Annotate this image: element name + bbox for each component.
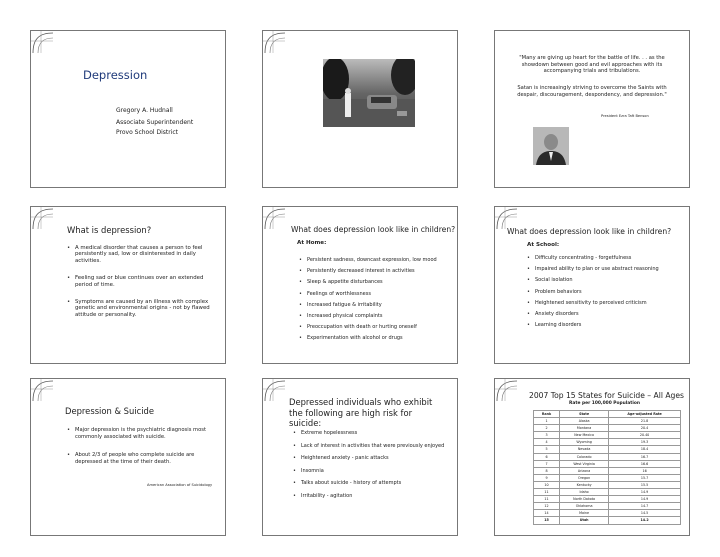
cell-rank: 7: [534, 460, 560, 467]
slide-3: [494, 30, 690, 188]
cell-rate: 15.7: [609, 474, 681, 481]
list-item: • Talks about suicide - history of attempts: [293, 477, 457, 490]
column-header-rank: Rank: [534, 411, 560, 418]
cell-rank: 1: [534, 418, 560, 425]
cell-state: Utah: [560, 517, 609, 524]
column-header-state: State: [560, 411, 609, 418]
corner-curl-icon: [262, 378, 285, 401]
table-row: [534, 496, 681, 503]
cell-rank: 12: [534, 503, 560, 510]
corner-curl-icon: [494, 378, 517, 401]
list-item: • Problem behaviors: [527, 287, 687, 298]
cell-state: Alaska: [560, 418, 609, 425]
cell-state: West Virginia: [560, 460, 609, 467]
cell-state: North Dakota: [560, 496, 609, 503]
slide-9-subtitle: Rate per 100,000 Population: [569, 401, 641, 406]
cell-rank: 11: [534, 496, 560, 503]
cell-rate: 18.4: [609, 446, 681, 453]
cell-state: Maine: [560, 510, 609, 517]
cell-rate: 19.3: [609, 439, 681, 446]
table-row: [534, 517, 681, 524]
slide-5: [262, 206, 458, 364]
slide-2: [262, 30, 458, 188]
table-row: [534, 481, 681, 488]
slide-7: [30, 378, 226, 536]
list-item: • Sleep & appetite disturbances: [299, 277, 457, 288]
corner-curl-icon: [494, 206, 517, 229]
cell-state: Nevada: [560, 446, 609, 453]
cell-rate: 14.9: [609, 496, 681, 503]
list-item: • Difficulty concentrating - forgetfulness: [527, 253, 687, 264]
slide-8: [262, 378, 458, 536]
table-header-row: [534, 411, 681, 418]
slide-4: [30, 206, 226, 364]
slide-4-bullets: [67, 245, 217, 318]
table-row: [534, 510, 681, 517]
slide-8-bullets: [293, 427, 457, 502]
slide-5-bullets: [299, 255, 457, 345]
cell-rate: 16.6: [609, 460, 681, 467]
table-row: [534, 467, 681, 474]
cell-rate: 14.5: [609, 510, 681, 517]
cell-rank: 6: [534, 453, 560, 460]
slide-6-bullets: [527, 253, 687, 331]
table-row: [534, 474, 681, 481]
list-item: • Major depression is the psychiatric diagnosis most commonly associated with suicide.: [67, 427, 217, 442]
cell-rank: 3: [534, 432, 560, 439]
cell-rank: 4: [534, 439, 560, 446]
corner-curl-icon: [262, 30, 285, 53]
cell-rank: 9: [534, 474, 560, 481]
cell-rate: 16: [609, 467, 681, 474]
cell-rate: 20.40: [609, 432, 681, 439]
corner-curl-icon: [30, 30, 53, 53]
child-parking-lot-photo: [323, 59, 415, 127]
slide-1-title: Depression: [83, 68, 148, 82]
list-item: • Insomnia: [293, 465, 457, 478]
slide-6-title: What does depression look like in children?: [507, 227, 672, 236]
cell-rank: 14: [534, 510, 560, 517]
cell-state: Arizona: [560, 467, 609, 474]
slide-6: [494, 206, 690, 364]
table-row: [534, 489, 681, 496]
slide-9-title: 2007 Top 15 States for Suicide – All Ages: [529, 391, 684, 400]
cell-rank: 11: [534, 489, 560, 496]
author-org: Provo School District: [116, 129, 179, 136]
cell-rank: 8: [534, 467, 560, 474]
cell-state: Kentucky: [560, 481, 609, 488]
cell-state: New Mexico: [560, 432, 609, 439]
cell-rank: 10: [534, 481, 560, 488]
list-item: • Increased physical complaints: [299, 311, 457, 322]
table-body: [534, 418, 681, 524]
list-item: • Preoccupation with death or hurting oneself: [299, 322, 457, 333]
author-name: Gregory A. Hudnall: [116, 107, 173, 114]
table-row: [534, 439, 681, 446]
cell-state: Montana: [560, 425, 609, 432]
slide-7-bullets: [67, 427, 217, 467]
list-item: • About 2/3 of people who complete suicide are depressed at the time of their death.: [67, 452, 217, 467]
suicide-rate-table: [533, 410, 681, 525]
list-item: • Social isolation: [527, 275, 687, 286]
cell-state: Idaho: [560, 489, 609, 496]
cell-state: Colorado: [560, 453, 609, 460]
cell-rate: 16.7: [609, 453, 681, 460]
slide-8-title: Depressed individuals who exhibit the following are high risk for suicide:: [289, 397, 433, 429]
author-role: Associate Superintendent: [116, 119, 194, 126]
table-row: [534, 460, 681, 467]
slide-5-title: What does depression look like in children?: [291, 225, 456, 234]
quote-part-1: "Many are giving up heart for the battle of life. . . as the showdown between good and evil approaches with its accompanying trials and tribulations.: [519, 55, 665, 75]
corner-curl-icon: [262, 206, 285, 229]
slide-5-subtitle: At Home:: [297, 240, 327, 246]
slide-1: [30, 30, 226, 188]
table-row: [534, 425, 681, 432]
list-item: • A medical disorder that causes a person to feel persistently sad, low or disinterested in daily activities.: [67, 245, 217, 264]
cell-rank: 5: [534, 446, 560, 453]
list-item: • Symptoms are caused by an illness with complex genetic and environmental origins - not by flawed attitude or personality.: [67, 299, 217, 318]
cell-rate: 20.4: [609, 425, 681, 432]
portrait-photo: [533, 127, 569, 165]
cell-state: Wyoming: [560, 439, 609, 446]
list-item: • Feelings of worthlessness: [299, 289, 457, 300]
table-row: [534, 418, 681, 425]
list-item: • Extreme hopelessness: [293, 427, 457, 440]
list-item: • Feeling sad or blue continues over an extended period of time.: [67, 275, 217, 288]
cell-state: Oregon: [560, 474, 609, 481]
list-item: • Anxiety disorders: [527, 309, 687, 320]
list-item: • Irritability - agitation: [293, 490, 457, 503]
list-item: • Persistently decreased interest in activities: [299, 266, 457, 277]
quote-part-2: Satan is increasingly striving to overcome the Saints with despair, discouragement, despondency, and depression.": [517, 85, 667, 98]
quote-attribution: President Ezra Taft Benson: [601, 114, 649, 118]
slide-6-subtitle: At School:: [527, 242, 560, 248]
list-item: • Heightened sensitivity to perceived criticism: [527, 298, 687, 309]
column-header-rate: Age-adjusted Rate: [609, 411, 681, 418]
slide-9: [494, 378, 690, 536]
slide-7-title: Depression & Suicide: [65, 406, 155, 416]
corner-curl-icon: [30, 378, 53, 401]
table-row: [534, 446, 681, 453]
list-item: • Learning disorders: [527, 320, 687, 331]
list-item: • Experimentation with alcohol or drugs: [299, 333, 457, 344]
cell-rate: 14.2: [609, 517, 681, 524]
corner-curl-icon: [30, 206, 53, 229]
cell-rate: 21.8: [609, 418, 681, 425]
source-citation: American Association of Suicidology: [147, 483, 213, 487]
cell-rate: 14.9: [609, 489, 681, 496]
table-row: [534, 453, 681, 460]
table-row: [534, 432, 681, 439]
list-item: • Lack of interest in activities that were previously enjoyed: [293, 440, 457, 453]
table-row: [534, 503, 681, 510]
list-item: • Increased fatigue & irritability: [299, 300, 457, 311]
cell-rank: 15: [534, 517, 560, 524]
cell-rank: 2: [534, 425, 560, 432]
slide-4-title: What is depression?: [67, 225, 152, 235]
cell-state: Oklahoma: [560, 503, 609, 510]
list-item: • Persistent sadness, downcast expression, low mood: [299, 255, 457, 266]
cell-rate: 14.7: [609, 503, 681, 510]
cell-rate: 15.5: [609, 481, 681, 488]
list-item: • Impaired ability to plan or use abstract reasoning: [527, 264, 687, 275]
list-item: • Heightened anxiety - panic attacks: [293, 452, 457, 465]
